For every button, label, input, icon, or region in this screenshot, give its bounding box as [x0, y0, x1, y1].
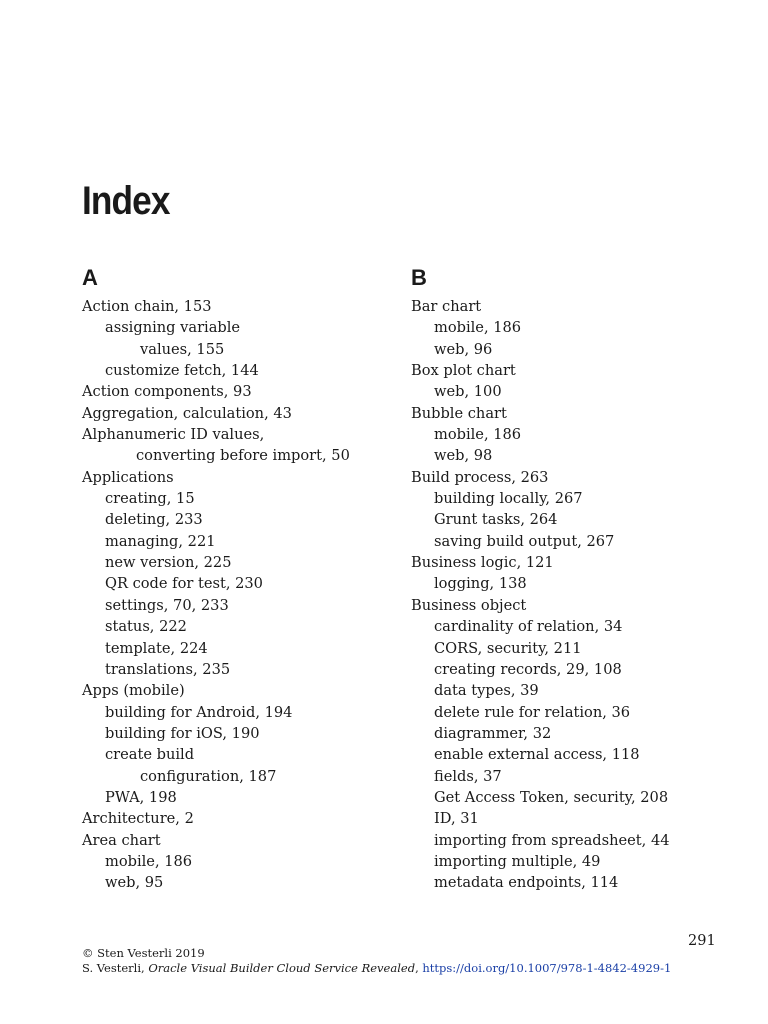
- index-subentry: mobile, 186: [434, 319, 522, 337]
- index-subentry: metadata endpoints, 114: [434, 874, 619, 892]
- index-subentry: deleting, 233: [105, 511, 203, 529]
- index-subentry: mobile, 186: [434, 426, 522, 444]
- index-subentry: customize fetch, 144: [105, 362, 259, 380]
- index-subentry: importing multiple, 49: [434, 852, 601, 870]
- index-entries-b: [411, 296, 741, 894]
- index-subentry: template, 224: [105, 639, 208, 657]
- index-entries-a: [82, 296, 412, 894]
- index-subentry: building for Android, 194: [105, 703, 293, 721]
- index-subentry: PWA, 198: [105, 788, 177, 806]
- index-subentry: saving build output, 267: [434, 532, 615, 550]
- index-subentry: assigning variable: [105, 319, 241, 337]
- index-subentry: managing, 221: [105, 532, 216, 550]
- index-subentry: importing from spreadsheet, 44: [434, 831, 670, 849]
- index-subentry: creating, 15: [105, 490, 195, 508]
- citation-separator: ,: [415, 961, 423, 975]
- index-entry: Build process, 263: [411, 468, 549, 486]
- citation-line: [82, 961, 671, 976]
- page-number: 291: [688, 933, 716, 949]
- index-subentry: logging, 138: [434, 575, 527, 593]
- index-entry: Applications: [82, 468, 174, 486]
- index-subentry: settings, 70, 233: [105, 596, 229, 614]
- index-entry: Apps (mobile): [82, 682, 185, 700]
- index-subentry: diagrammer, 32: [434, 724, 552, 742]
- index-subentry: delete rule for relation, 36: [434, 703, 631, 721]
- index-subentry: converting before import, 50: [136, 447, 350, 465]
- index-subentry: fields, 37: [434, 767, 502, 785]
- index-entry: Area chart: [82, 831, 161, 849]
- citation-author: S. Vesterli,: [82, 961, 149, 975]
- index-entry: Alphanumeric ID values,: [82, 426, 265, 444]
- index-entry: Business object: [411, 596, 527, 614]
- index-subentry: web, 96: [434, 340, 493, 358]
- index-subentry: new version, 225: [105, 554, 232, 572]
- index-subentry: data types, 39: [434, 682, 539, 700]
- index-subentry: ID, 31: [434, 810, 479, 828]
- index-entry: Business logic, 121: [411, 554, 554, 572]
- index-subentry: status, 222: [105, 618, 187, 636]
- index-subentry: web, 100: [434, 383, 502, 401]
- page-title: Index: [82, 179, 170, 223]
- index-subentry: web, 98: [434, 447, 493, 465]
- index-subentry: creating records, 29, 108: [434, 660, 622, 678]
- index-subentry: building locally, 267: [434, 490, 583, 508]
- index-subentry: CORS, security, 211: [434, 639, 582, 657]
- index-subentry: mobile, 186: [105, 852, 193, 870]
- section-letter-b: B: [411, 265, 427, 290]
- index-subentry: cardinality of relation, 34: [434, 618, 623, 636]
- index-entry: Bar chart: [411, 298, 482, 315]
- doi-link[interactable]: https://doi.org/10.1007/978-1-4842-4929-1: [422, 961, 672, 975]
- index-entry: Action components, 93: [82, 383, 252, 401]
- index-entry: Action chain, 153: [82, 298, 212, 315]
- index-subentry: Grunt tasks, 264: [434, 511, 558, 529]
- index-entry: Architecture, 2: [82, 810, 194, 828]
- index-entry: Bubble chart: [411, 404, 507, 422]
- index-subentry: create build: [105, 746, 195, 764]
- index-entry: Box plot chart: [411, 362, 516, 380]
- citation-title: Oracle Visual Builder Cloud Service Revealed: [148, 961, 416, 975]
- index-subentry: enable external access, 118: [434, 746, 640, 764]
- index-subentry: translations, 235: [105, 660, 231, 678]
- index-entry: Aggregation, calculation, 43: [82, 404, 292, 422]
- index-column-b: [411, 266, 741, 894]
- index-subentry: Get Access Token, security, 208: [434, 788, 669, 806]
- index-subentry: building for iOS, 190: [105, 724, 260, 742]
- index-subentry: configuration, 187: [140, 767, 277, 785]
- index-subentry: QR code for test, 230: [105, 575, 263, 593]
- index-subentry: web, 95: [105, 874, 164, 892]
- copyright-line: © Sten Vesterli 2019: [82, 946, 205, 960]
- index-subentry: values, 155: [140, 340, 225, 358]
- index-column-a: [82, 266, 412, 894]
- section-letter-a: A: [82, 265, 98, 290]
- footer: [82, 946, 671, 976]
